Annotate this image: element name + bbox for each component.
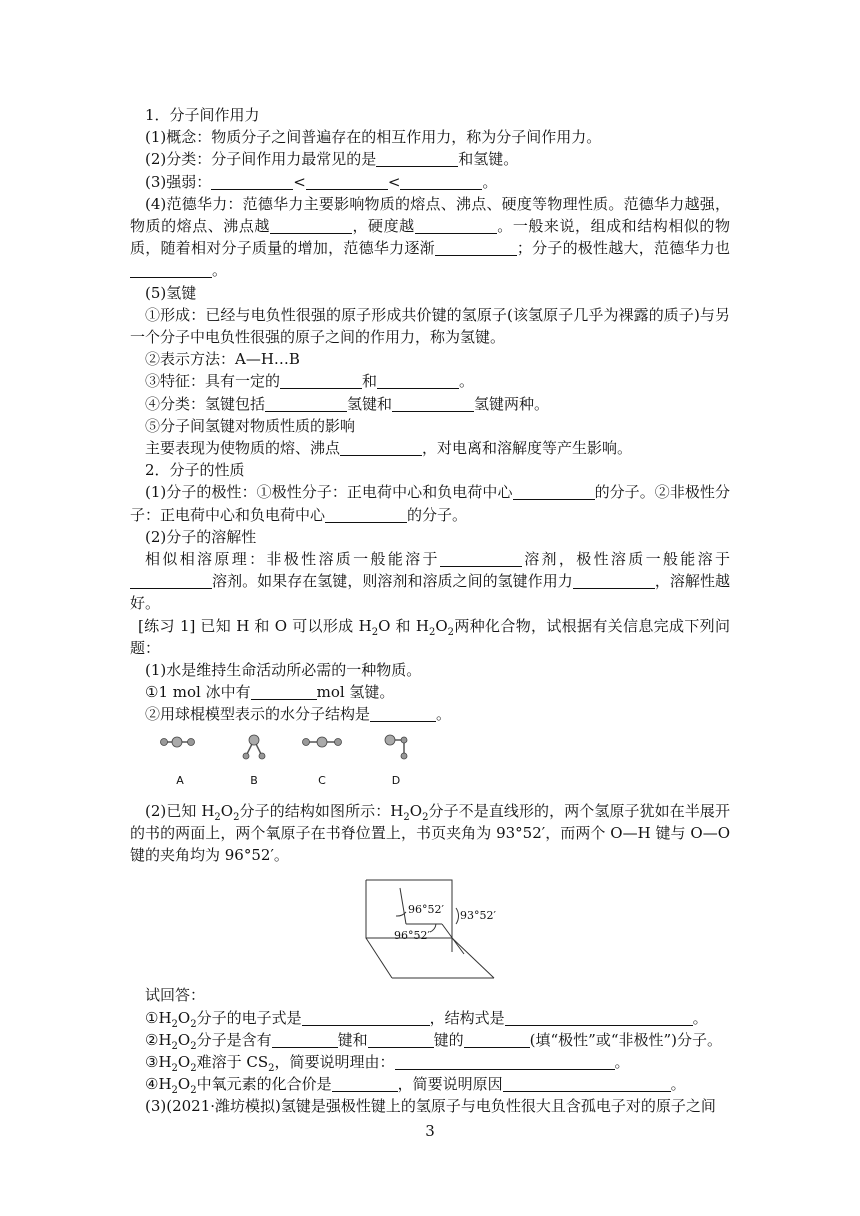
question-2: (2)已知 $H_2O_2$分子的结构如图所示：$H_2O_2$分子不是直线形的，两个氢原子犹如在半展开的书的两面上，两个氧原子在书脊位置上，书页夹角为 93°52′，而两个 O—H 键与 O—O 键的夹角均为 96°52′。: [130, 801, 730, 865]
question-1b: ②用球棍模型表示的水分子结构是 。: [145, 705, 452, 724]
answer-1: $①H_2O_2$分子的电子式是 ，结构式是 。: [145, 1008, 708, 1030]
page-number: 3: [425, 1122, 435, 1140]
blank-field[interactable]: [251, 684, 317, 700]
blank-field[interactable]: [573, 573, 655, 589]
blank-field[interactable]: [392, 396, 474, 412]
blank-field[interactable]: [376, 151, 458, 167]
blank-field[interactable]: [440, 551, 522, 567]
blank-field[interactable]: [370, 706, 436, 722]
angle-label-3: 93°52′: [460, 909, 496, 923]
blank-field[interactable]: [272, 1032, 338, 1048]
blank-field[interactable]: [400, 174, 482, 190]
bent-model-icon: [224, 730, 284, 766]
h2o2-book-figure: [130, 874, 730, 982]
blank-field[interactable]: [435, 240, 517, 256]
blank-field[interactable]: [340, 440, 422, 456]
classification-paragraph: (2)分类：分子间作用力最常见的是 和氢键。: [145, 150, 519, 169]
blank-field[interactable]: [211, 174, 293, 190]
blank-field[interactable]: [325, 507, 407, 523]
hydrogen-bond-representation: ②表示方法：A—H…B: [145, 350, 300, 369]
blank-field[interactable]: [302, 1010, 430, 1026]
document-body: [130, 104, 730, 1118]
blank-field[interactable]: [513, 484, 595, 500]
blank-field[interactable]: [395, 1054, 615, 1070]
blank-field[interactable]: [377, 373, 459, 389]
blank-field[interactable]: [503, 1076, 671, 1092]
answer-title: 试回答：: [145, 986, 206, 1005]
blank-field[interactable]: [306, 174, 388, 190]
h2o2-structure-diagram: [130, 874, 730, 982]
hydrogen-bond-types: ④分类：氢键包括 氢键和 氢键两种。: [145, 394, 550, 413]
blank-field[interactable]: [265, 396, 347, 412]
model-label-a: A: [176, 773, 184, 787]
strength-paragraph: (3)强弱： < < 。: [145, 172, 498, 191]
ball-stick-model-options: [130, 730, 730, 800]
blank-field[interactable]: [332, 1076, 398, 1092]
solubility-title: (2)分子的溶解性: [145, 527, 257, 546]
hydrogen-bond-formation: ①形成：已经与电负性很强的原子形成共价键的氢原子(该氢原子几乎为裸露的质子)与另一个分子中电负性很强的原子之间的作用力，称为氢键。: [130, 305, 730, 347]
exercise-intro: [练习 1] 已知 H 和 O 可以形成 $H_2O$ 和 $H_2O_2$两种化合物，试根据有关信息完成下列问题：: [130, 616, 730, 657]
linear-model-icon: [292, 730, 352, 766]
polarity-paragraph: (1)分子的极性：①极性分子：正电荷中心和负电荷中心 的分子。②非极性分子：正电荷中心和负电荷中心 的分子。: [130, 483, 730, 524]
hydrogen-bond-effect: 主要表现为使物质的熔、沸点 ，对电离和溶解度等产生影响。: [145, 439, 633, 458]
model-label-d: D: [391, 773, 401, 787]
question-1: (1)水是维持生命活动所必需的一种物质。: [145, 661, 422, 680]
hydrogen-bond-title: (5)氢键: [145, 283, 197, 302]
model-option-b[interactable]: [224, 730, 284, 787]
angle-label-1: 96°52′: [408, 903, 444, 917]
blank-field[interactable]: [368, 1032, 434, 1048]
section-title-molecular-properties: 2．分子的性质: [145, 461, 245, 480]
hydrogen-bond-effect-title: ⑤分子间氢键对物质性质的影响: [145, 416, 356, 435]
blank-field[interactable]: [270, 218, 352, 234]
blank-field[interactable]: [415, 218, 497, 234]
blank-field[interactable]: [130, 573, 212, 589]
section-title-intermolecular-forces: 1．分子间作用力: [145, 106, 260, 124]
blank-field[interactable]: [130, 262, 212, 278]
right-angle-model-icon: [366, 730, 426, 766]
model-label-c: C: [318, 773, 326, 787]
blank-field[interactable]: [505, 1010, 693, 1026]
concept-paragraph: (1)概念：物质分子之间普遍存在的相互作用力，称为分子间作用力。: [145, 128, 602, 147]
solubility-paragraph: 相似相溶原理：非极性溶质一般能溶于 溶剂，极性溶质一般能溶于溶剂。如果存在氢键，则溶剂和溶质之间的氢键作用力 ，溶解性越好。: [130, 550, 730, 613]
answer-3: $③H_2O_2$难溶于 $CS_2$，简要说明理由： 。: [145, 1052, 630, 1074]
hydrogen-bond-features: ③特征：具有一定的 和 。: [145, 372, 475, 391]
model-option-d[interactable]: [366, 730, 426, 787]
model-option-a[interactable]: [150, 730, 210, 787]
model-option-c[interactable]: [292, 730, 352, 787]
linear-model-icon: [150, 730, 210, 766]
blank-field[interactable]: [464, 1032, 530, 1048]
answer-2: $②H_2O_2$分子是含有 键和 键的 (填“极性”或“非极性”)分子。: [145, 1030, 723, 1052]
question-1a: ①1 mol 冰中有 mol 氢键。: [145, 683, 395, 702]
blank-field[interactable]: [280, 373, 362, 389]
angle-label-2: 96°52′: [394, 929, 430, 943]
answer-4: $④H_2O_2$中氧元素的化合价是 ，简要说明原因 。: [145, 1075, 686, 1097]
model-label-b: B: [250, 773, 258, 787]
van-der-waals-paragraph: (4)范德华力：范德华力主要影响物质的熔点、沸点、硬度等物理性质。范德华力越强，物质的熔点、沸点越 ，硬度越 。一般来说，组成和结构相似的物质，随着相对分子质量的增加，范德华力逐渐 ；分子的极性越大，范德华力也。: [130, 194, 730, 280]
question-3: (3)(2021·潍坊模拟)氢键是强极性键上的氢原子与电负性很大且含孤电子对的原子之间: [145, 1097, 716, 1116]
